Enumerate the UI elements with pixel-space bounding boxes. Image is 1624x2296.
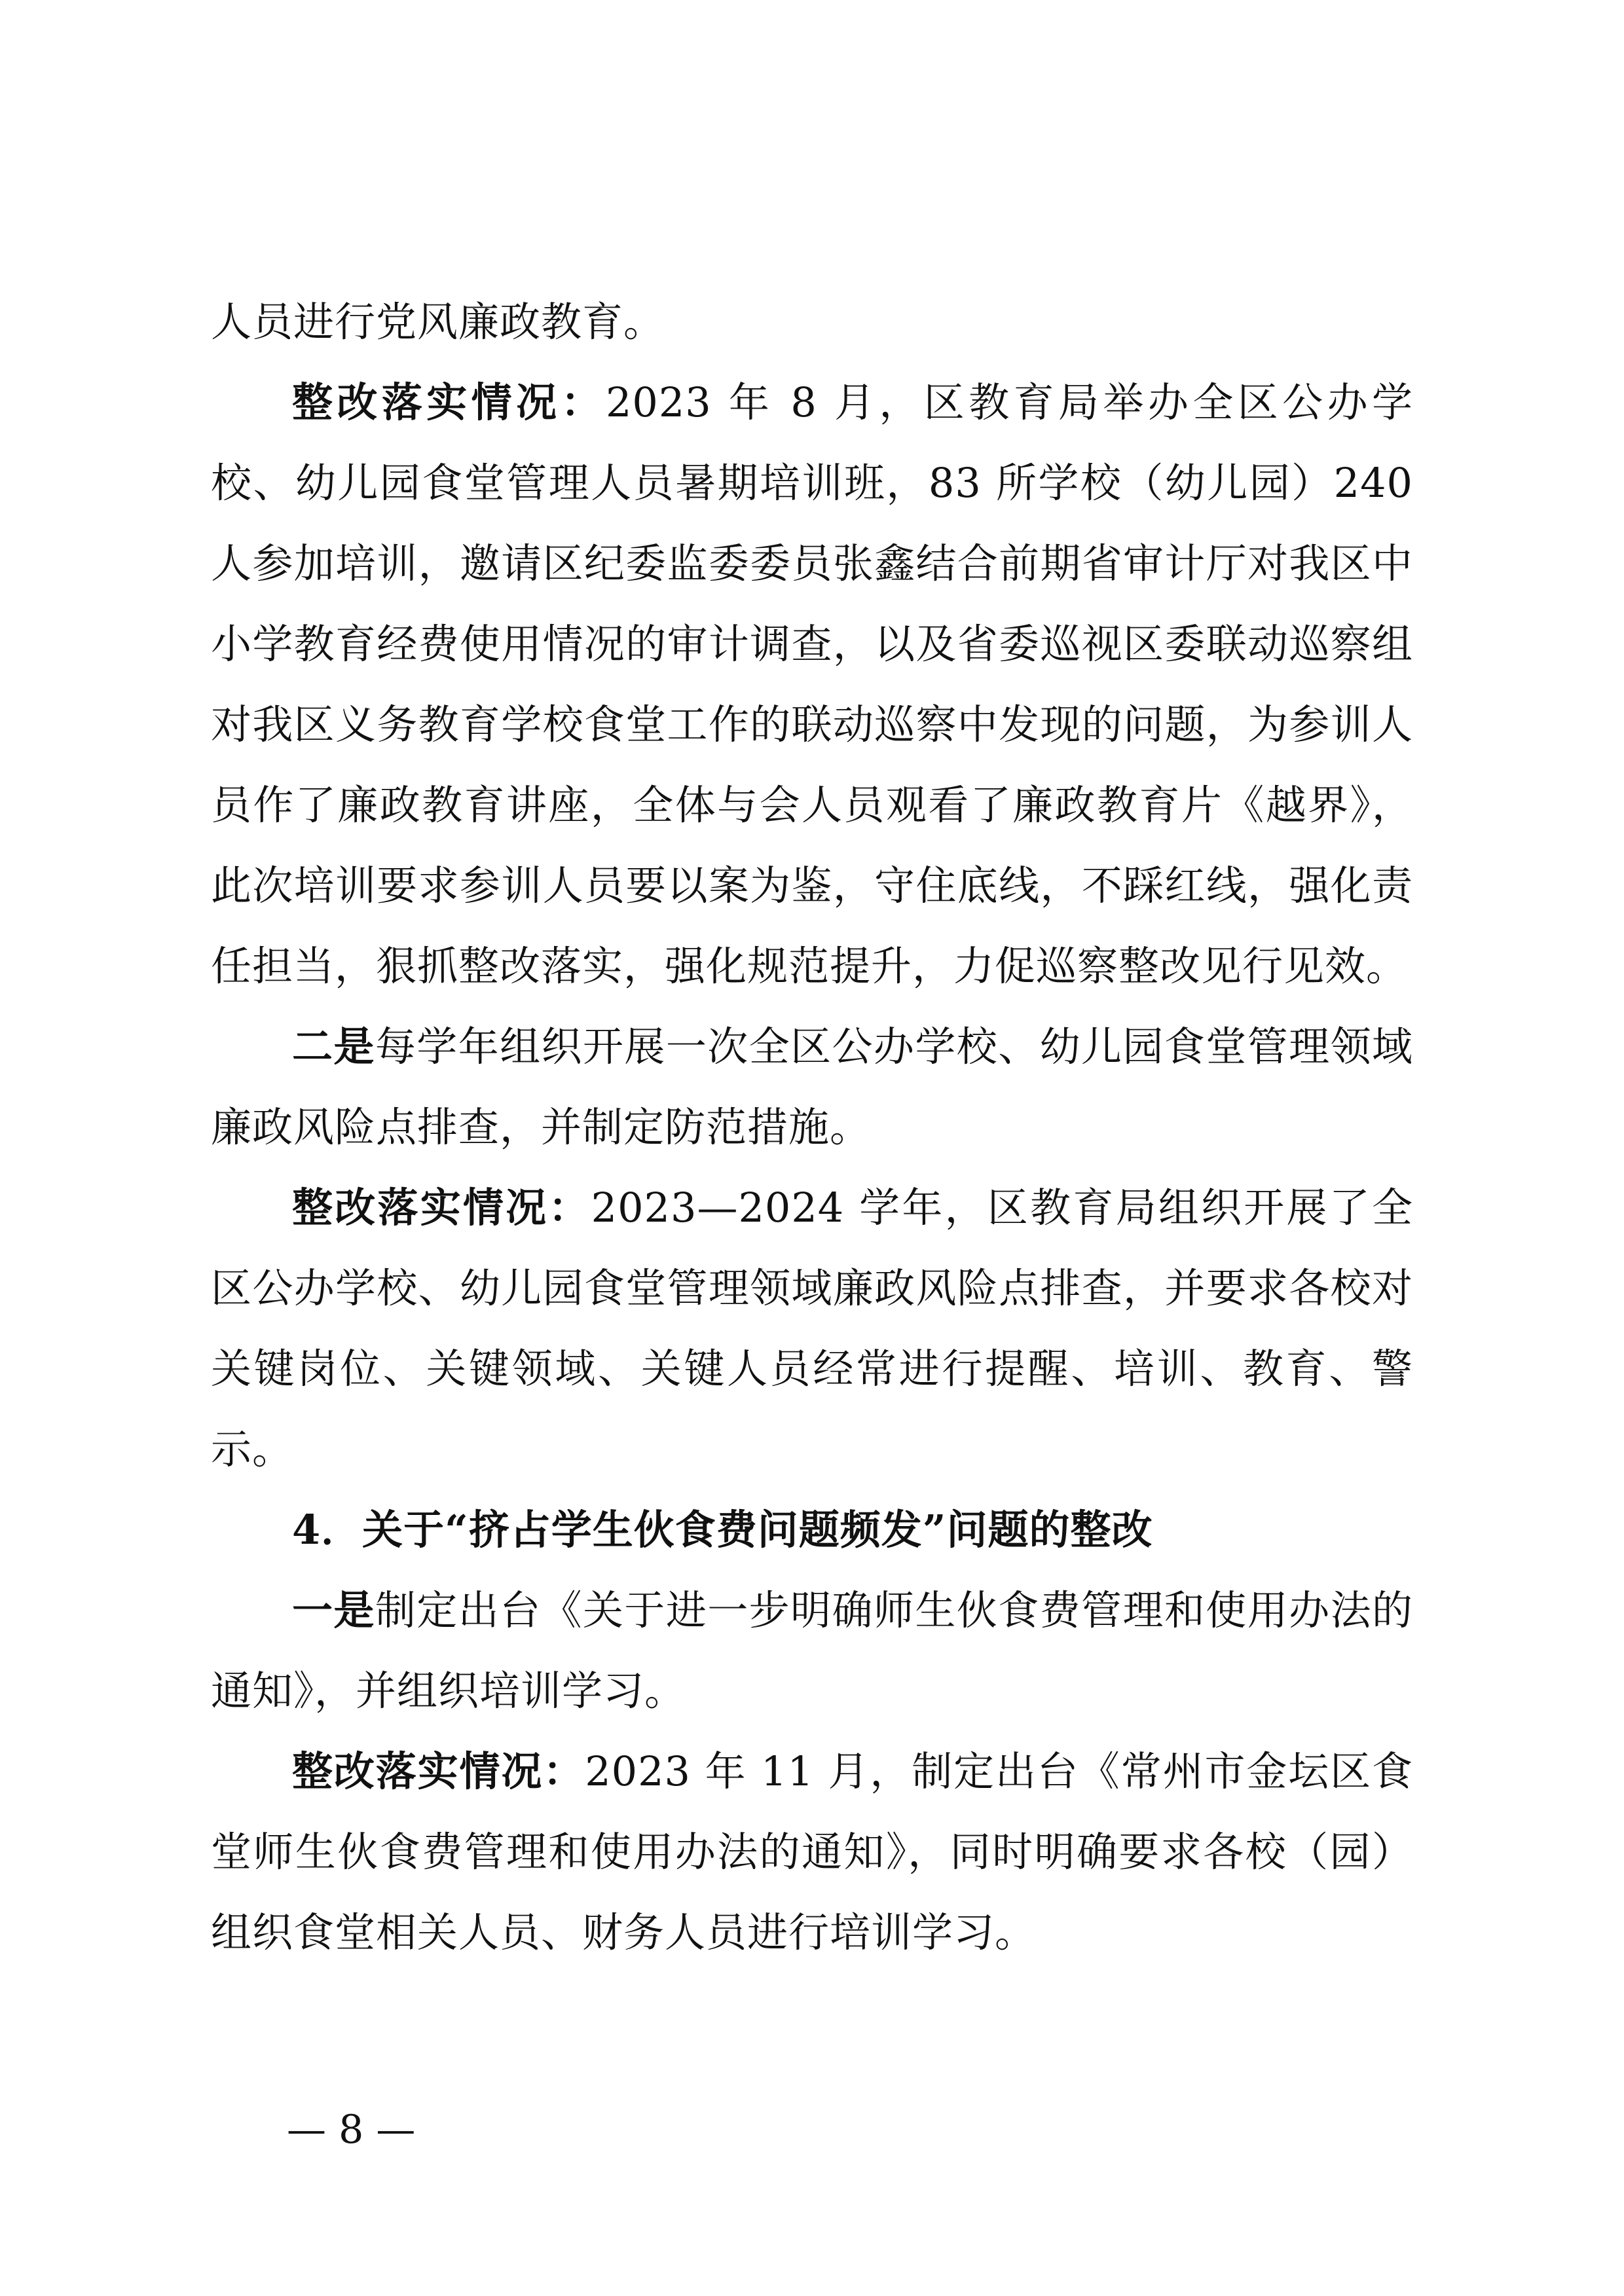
paragraph-measure-1 bbox=[211, 1570, 1413, 1731]
paragraph-text: 2023 年 8 月，区教育局举办全区公办学校、幼儿园食堂管理人员暑期培训班，83 所学校（幼儿园）240 人参加培训，邀请区纪委监委委员张鑫结合前期省审计厅对我区中小学教育经费使用情况的审计调查，以及省委巡视区委联动巡察组对我区义务教育学校食堂工作的联动巡察中发现的问题，为参训人员作了廉政教育讲座，全体与会人员观看了廉政教育片《越界》，此次培训要求参训人员要以案为鉴，守住底线，不踩红线，强化责任担当，狠抓整改落实，强化规范提升，力促巡察整改见行见效。 bbox=[211, 378, 1413, 990]
paragraph-measure-2 bbox=[211, 1006, 1413, 1167]
paragraph-status-3 bbox=[211, 1731, 1413, 1973]
status-label: 整改落实情况： bbox=[292, 378, 606, 426]
paragraph-text: 制定出台《关于进一步明确师生伙食费管理和使用办法的通知》，并组织培训学习。 bbox=[211, 1586, 1413, 1715]
paragraph-status-1 bbox=[211, 362, 1413, 1006]
paragraph-text: 每学年组织开展一次全区公办学校、幼儿园食堂管理领域廉政风险点排查，并制定防范措施。 bbox=[211, 1023, 1413, 1151]
paragraph-continuation bbox=[211, 282, 1413, 362]
page-number: — 8 — bbox=[287, 2107, 416, 2153]
paragraph-text: 人员进行党风廉政教育。 bbox=[211, 298, 665, 346]
section-heading: 4．关于“挤占学生伙食费问题频发”问题的整改 bbox=[292, 1506, 1153, 1554]
measure-label: 二是 bbox=[292, 1023, 375, 1070]
status-label: 整改落实情况： bbox=[292, 1184, 591, 1231]
paragraph-text: 2023 年 11 月，制定出台《常州市金坛区食堂师生伙食费管理和使用办法的通知》，同时明确要求各校（园）组织食堂相关人员、财务人员进行培训学习。 bbox=[211, 1747, 1413, 1956]
document-body bbox=[211, 282, 1413, 1973]
paragraph-status-2 bbox=[211, 1167, 1413, 1489]
paragraph-text: 2023—2024 学年，区教育局组织开展了全区公办学校、幼儿园食堂管理领域廉政风险点排查，并要求各校对关键岗位、关键领域、关键人员经常进行提醒、培训、教育、警示。 bbox=[211, 1184, 1413, 1473]
status-label: 整改落实情况： bbox=[292, 1747, 585, 1795]
measure-label: 一是 bbox=[292, 1586, 375, 1634]
